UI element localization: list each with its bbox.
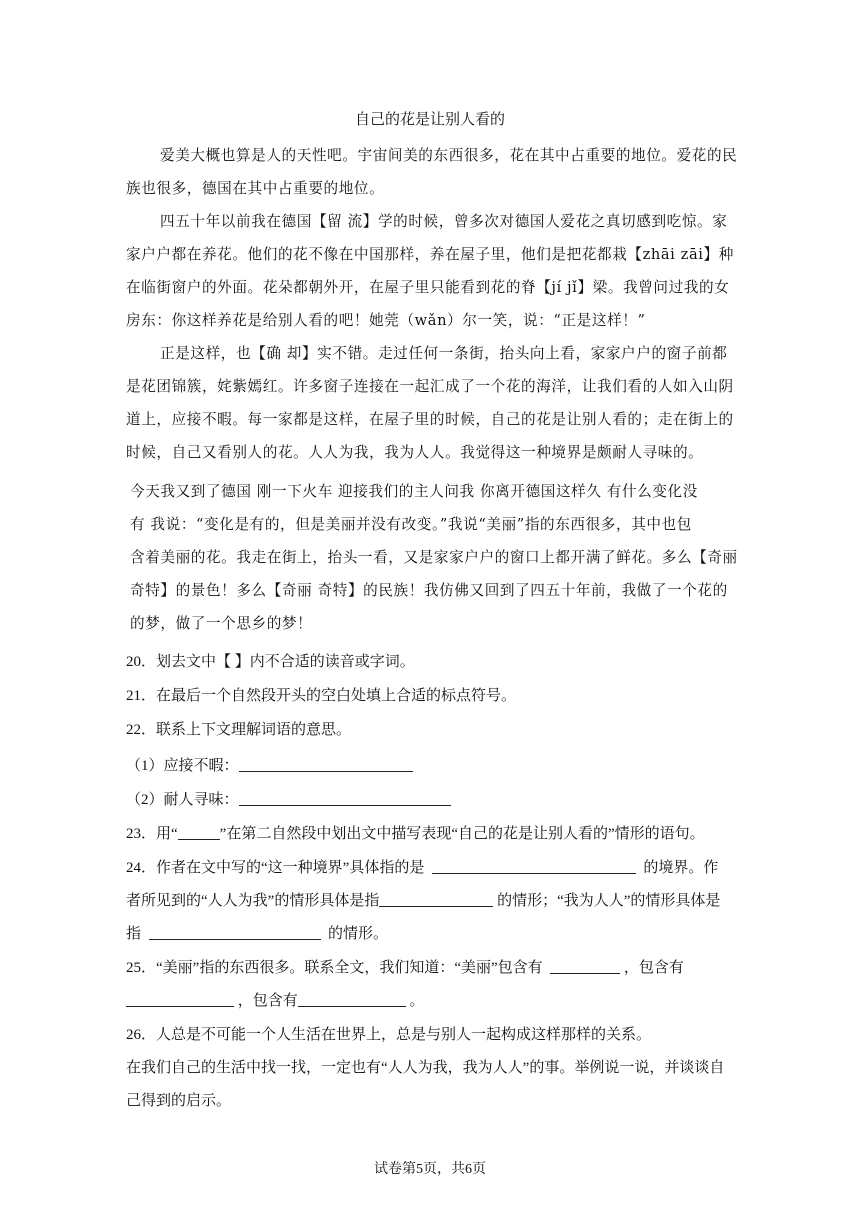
question-22: 22．联系上下文理解词语的意思。 [126, 722, 352, 738]
answer-blank-24-2[interactable] [379, 890, 493, 907]
question-25-text-d: 。 [409, 993, 425, 1009]
answer-blank-25-3[interactable] [298, 990, 406, 1007]
answer-blank-25-1[interactable] [550, 957, 620, 974]
passage-line: 的梦，做了一个思乡的梦！ [130, 615, 313, 632]
question-24-line3 [126, 922, 388, 946]
passage-line: 家户户都在养花。他们的花不像在中国那样，养在屋子里，他们是把花都栽【zhāi zāi】种 [126, 246, 734, 263]
passage-line: 含着美丽的花。我走在街上，抬头一看，又是家家户户的窗口上都开满了鲜花。多么【奇丽 [130, 549, 738, 566]
question-25-text-a: 25．“美丽”指的东西很多。联系全文，我们知道：“美丽”包含有 [126, 960, 543, 976]
question-24-text-c: 者所见到的“人人为我”的情形具体是指 [126, 893, 380, 909]
answer-blank-25-2[interactable] [126, 990, 234, 1007]
question-26-line1: 26．人总是不可能一个人生活在世界上，总是与别人一起构成这样那样的关系。 [126, 1027, 652, 1043]
question-20: 20．划去文中【 】内不合适的读音或字词。 [126, 654, 415, 670]
passage-line: 是花团锦簇，姹紫嫣红。许多窗子连接在一起汇成了一个花的海洋，让我们看的人如入山阴 [126, 378, 734, 395]
page-footer: 试卷第5页，共6页 [374, 1162, 486, 1177]
question-24-text-e: 指 [126, 926, 142, 942]
question-26-line2: 在我们自己的生活中找一找，一定也有“人人为我，我为人人”的事。举例说一说，并谈谈自 [126, 1060, 725, 1076]
answer-blank-22-1[interactable] [239, 755, 413, 772]
passage-line: 正是这样，也【确 却】实不错。走过任何一条街，抬头向上看，家家户户的窗子前都 [160, 345, 728, 362]
underline-mark-sample [178, 823, 220, 840]
question-23 [126, 822, 705, 846]
question-22-2-label: （2）耐人寻味： [126, 792, 239, 808]
answer-blank-24-3[interactable] [149, 923, 321, 940]
question-24-text-d: 的情形；“我为人人”的情形具体是 [497, 893, 721, 909]
passage-line: 房东：你这样养花是给别人看的吧！她莞（wǎn）尔一笑，说：“正是这样！” [126, 312, 646, 329]
question-22-1-label: （1）应接不暇： [126, 758, 239, 774]
answer-blank-24-1[interactable] [432, 857, 636, 874]
question-24-line2 [126, 889, 720, 913]
passage-line: 时候，自己又看别人的花。人人为我，我为人人。我觉得这一种境界是颇耐人寻味的。 [126, 444, 704, 461]
question-23-text-b: ”在第二自然段中划出文中描写表现“自己的花是让别人看的”情形的语句。 [219, 826, 705, 842]
question-24-text-f: 的情形。 [328, 926, 389, 942]
question-25-text-c: ，包含有 [237, 993, 298, 1009]
question-24-line1 [126, 856, 718, 880]
question-21: 21．在最后一个自然段开头的空白处填上合适的标点符号。 [126, 688, 517, 704]
passage-title: 自己的花是让别人看的 [354, 110, 505, 128]
question-25-line2 [126, 989, 425, 1013]
passage-line: 有 我说：“变化是有的，但是美丽并没有改变。”我说“美丽”指的东西很多，其中也包 [130, 516, 692, 533]
answer-blank-22-2[interactable] [239, 789, 451, 806]
passage-line: 四五十年以前我在德国【留 流】学的时候，曾多次对德国人爱花之真切感到吃惊。家 [160, 213, 728, 230]
passage-line: 在临街窗户的外面。花朵都朝外开，在屋子里只能看到花的脊【jí jǐ】梁。我曾问过我的女 [126, 279, 730, 296]
passage-line: 今天我又到了德国 刚一下火车 迎接我们的主人问我 你离开德国这样久 有什么变化没 [130, 483, 698, 500]
question-24-text-b: 的境界。作 [643, 860, 719, 876]
question-26-line3: 己得到的启示。 [126, 1093, 232, 1109]
question-22-1 [126, 754, 413, 778]
passage-line: 爱美大概也算是人的天性吧。宇宙间美的东西很多，花在其中占重要的地位。爱花的民 [160, 147, 738, 164]
passage-line: 道上，应接不暇。每一家都是这样，在屋子里的时候，自己的花是让别人看的；走在街上的 [126, 411, 734, 428]
question-22-2 [126, 788, 451, 812]
passage-line: 族也很多，德国在其中占重要的地位。 [126, 180, 385, 197]
question-24-text-a: 24．作者在文中写的“这一种境界”具体指的是 [126, 860, 425, 876]
question-23-text-a: 23．用“ [126, 826, 178, 842]
question-25-line1 [126, 956, 684, 980]
question-25-text-b: ，包含有 [623, 960, 684, 976]
passage-line: 奇特】的景色！多么【奇丽 奇特】的民族！我仿佛又回到了四五十年前，我做了一个花的 [130, 582, 728, 599]
